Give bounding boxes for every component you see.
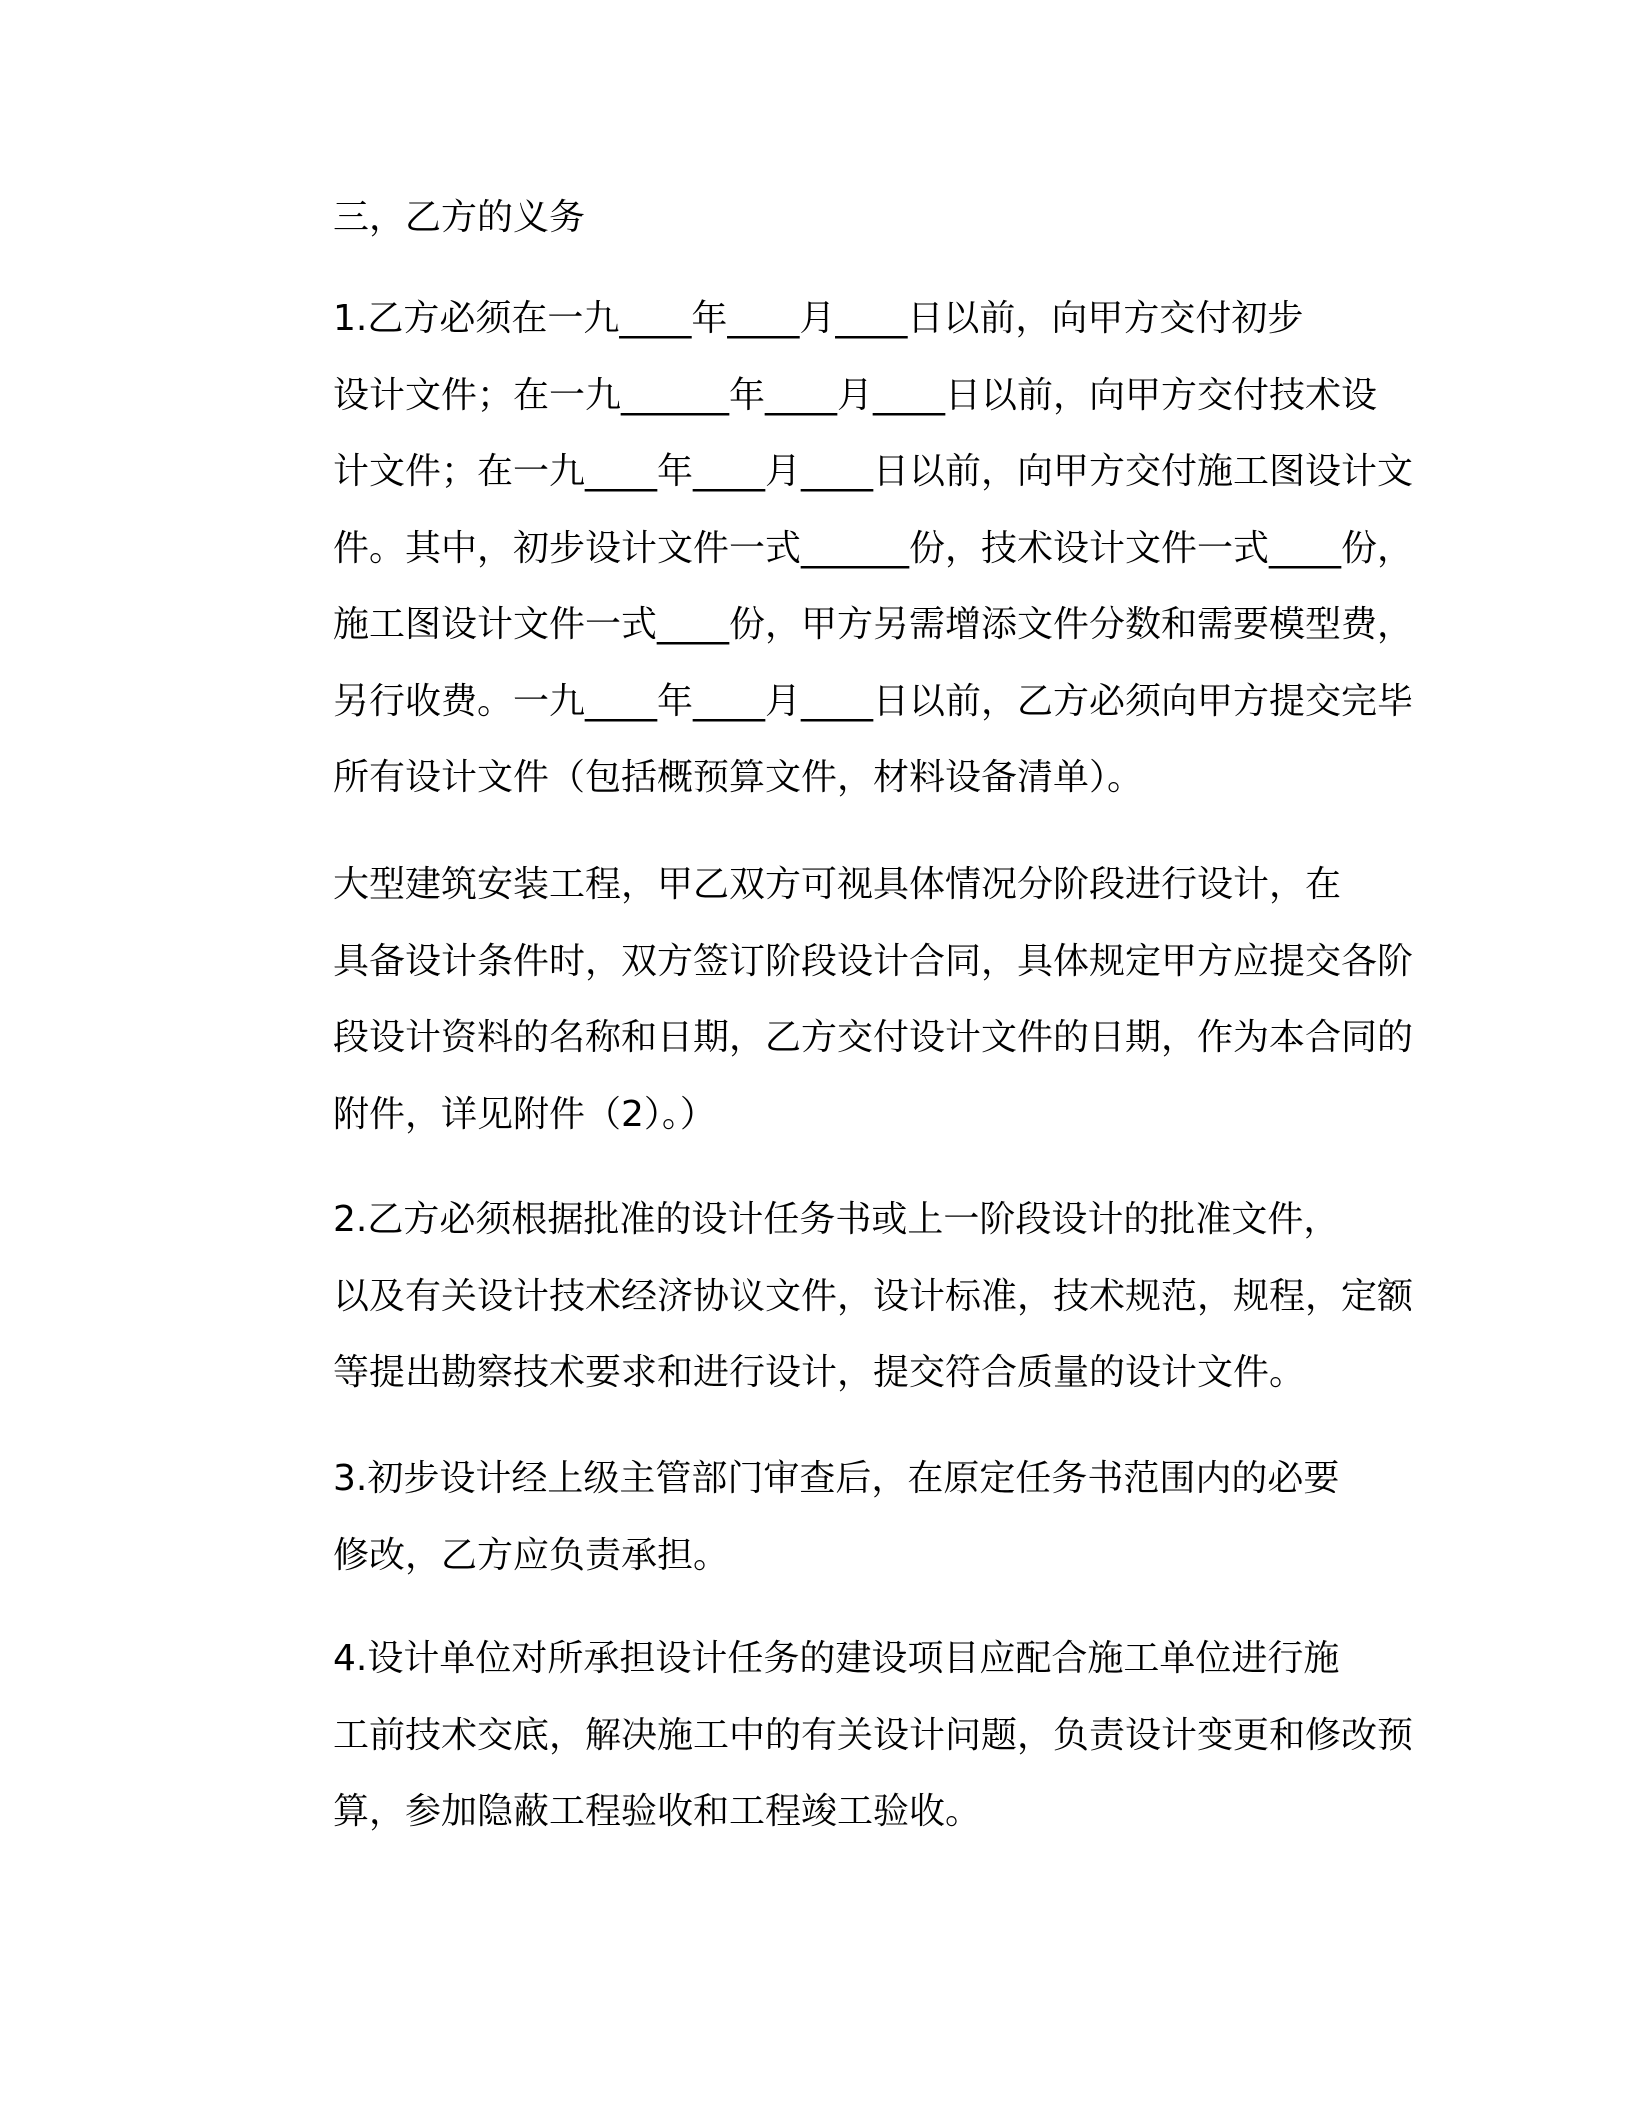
text-line: 算，参加隐蔽工程验收和工程竣工验收。 [333,1791,982,1832]
text-line: 施工图设计文件一式____份，甲方另需增添文件分数和需要模型费， [333,604,1414,645]
section-heading: 三，乙方的义务 [333,197,586,238]
text-line: 等提出勘察技术要求和进行设计，提交符合质量的设计文件。 [333,1352,1306,1393]
text-line: 段设计资料的名称和日期，乙方交付设计文件的日期，作为本合同的 [333,1017,1414,1058]
text-line: 修改，乙方应负责承担。 [333,1534,730,1576]
text-line: 计文件；在一九____年____月____日以前，向甲方交付施工图设计文 [333,451,1414,492]
text-line: 件。其中，初步设计文件一式______份，技术设计文件一式____份， [333,527,1414,569]
text-line: 所有设计文件（包括概预算文件，材料设备清单）。 [333,757,1144,798]
text-line: 以及有关设计技术经济协议文件，设计标准，技术规范，规程，定额 [333,1275,1414,1317]
text-line: 大型建筑安装工程，甲乙双方可视具体情况分阶段进行设计，在 [333,864,1342,905]
paragraph-obligation-4 [240,1621,1414,1851]
text-line: 1.乙方必须在一九____年____月____日以前，向甲方交付初步 [333,298,1304,339]
text-line: 附件，详见附件（2）。） [333,1093,716,1135]
text-line: 4.设计单位对所承担设计任务的建设项目应配合施工单位进行施 [333,1638,1340,1679]
text-line: 2.乙方必须根据批准的设计任务书或上一阶段设计的批准文件， [333,1199,1340,1240]
text-line: 3.初步设计经上级主管部门审查后，在原定任务书范围内的必要 [333,1458,1340,1499]
paragraph-obligation-1 [240,281,1414,817]
text-line: 工前技术交底，解决施工中的有关设计问题，负责设计变更和修改预 [333,1714,1414,1756]
text-line: 具备设计条件时，双方签订阶段设计合同，具体规定甲方应提交各阶 [333,940,1414,982]
paragraph-obligation-3 [240,1441,1390,1594]
paragraph-large-projects [240,847,1414,1153]
text-line: 另行收费。一九____年____月____日以前，乙方必须向甲方提交完毕 [333,680,1414,722]
paragraph-obligation-2 [240,1182,1414,1412]
text-line: 设计文件；在一九______年____月____日以前，向甲方交付技术设 [333,374,1378,416]
